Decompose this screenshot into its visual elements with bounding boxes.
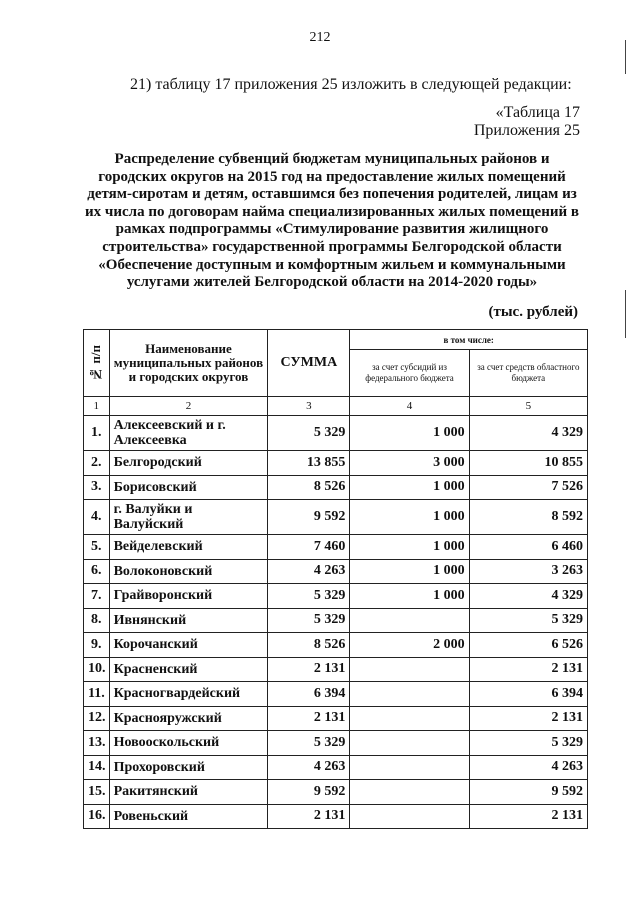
- row-number: 15.: [84, 780, 110, 805]
- district-name: Корочанский: [109, 633, 268, 658]
- district-name: Краснояружский: [109, 706, 268, 731]
- federal-value: 1 000: [350, 559, 469, 584]
- regional-value: 2 131: [469, 706, 587, 731]
- title-line: рамках подпрограммы «Стимулирование развития жилищного: [115, 221, 549, 238]
- table-row: [84, 755, 588, 780]
- title-line: их числа по договорам найма специализированных жилых помещений в: [85, 203, 579, 220]
- table-row: [84, 780, 588, 805]
- federal-value: 1 000: [350, 475, 469, 500]
- table-reference-line-2: Приложения 25: [473, 122, 580, 139]
- federal-value: 1 000: [350, 535, 469, 560]
- header-including: в том числе:: [350, 330, 588, 350]
- regional-value: 5 329: [469, 731, 587, 756]
- regional-value: 4 263: [469, 755, 587, 780]
- regional-value: 8 592: [469, 500, 587, 535]
- district-name: Прохоровский: [109, 755, 268, 780]
- table-row: [84, 633, 588, 658]
- row-number: 9.: [84, 633, 110, 658]
- row-number: 6.: [84, 559, 110, 584]
- federal-value: [350, 780, 469, 805]
- table-row: [84, 535, 588, 560]
- sum-value: 4 263: [268, 559, 350, 584]
- district-name: г. Валуйки и Валуйский: [109, 500, 268, 535]
- federal-value: [350, 682, 469, 707]
- table-row: [84, 500, 588, 535]
- sum-value: 13 855: [268, 451, 350, 476]
- scan-edge-mark: [625, 290, 626, 338]
- col-number: 2: [109, 397, 268, 416]
- table-header: [84, 330, 588, 416]
- sum-value: 5 329: [268, 584, 350, 609]
- table-row: [84, 451, 588, 476]
- sum-value: 9 592: [268, 780, 350, 805]
- sum-value: 8 526: [268, 475, 350, 500]
- regional-value: 4 329: [469, 584, 587, 609]
- district-name: Красненский: [109, 657, 268, 682]
- regional-value: 2 131: [469, 657, 587, 682]
- table-row: [84, 682, 588, 707]
- sum-value: 2 131: [268, 804, 350, 829]
- row-number: 3.: [84, 475, 110, 500]
- federal-value: 1 000: [350, 416, 469, 451]
- district-name: Ракитянский: [109, 780, 268, 805]
- table-row: [84, 657, 588, 682]
- table-reference: [474, 104, 580, 140]
- title-line: городских округов на 2015 год на предоставление жилых помещений: [98, 168, 566, 185]
- sum-value: 4 263: [268, 755, 350, 780]
- row-number: 1.: [84, 416, 110, 451]
- federal-value: [350, 706, 469, 731]
- table-row: [84, 608, 588, 633]
- header-regional: за счет средств областного бюджета: [469, 350, 587, 397]
- table-row: [84, 475, 588, 500]
- scan-edge-mark: [625, 40, 626, 74]
- regional-value: 9 592: [469, 780, 587, 805]
- district-name: Грайворонский: [109, 584, 268, 609]
- row-number: 11.: [84, 682, 110, 707]
- regional-value: 6 460: [469, 535, 587, 560]
- header-name: Наименование муниципальных районов и городских округов: [109, 330, 268, 397]
- table-row: [84, 584, 588, 609]
- header-federal: за счет субсидий из федерального бюджета: [350, 350, 469, 397]
- sum-value: 8 526: [268, 633, 350, 658]
- sum-value: 9 592: [268, 500, 350, 535]
- table-row: [84, 416, 588, 451]
- col-number: 1: [84, 397, 110, 416]
- unit-label: (тыс. рублей): [488, 304, 578, 320]
- district-name: Красногвардейский: [109, 682, 268, 707]
- row-number: 4.: [84, 500, 110, 535]
- district-name: Белгородский: [109, 451, 268, 476]
- district-name: Вейделевский: [109, 535, 268, 560]
- col-number: 3: [268, 397, 350, 416]
- row-number: 12.: [84, 706, 110, 731]
- sum-value: 5 329: [268, 608, 350, 633]
- sum-value: 5 329: [268, 416, 350, 451]
- sum-value: 5 329: [268, 731, 350, 756]
- header-sum: СУММА: [268, 330, 350, 397]
- subvention-table: [83, 329, 588, 829]
- federal-value: 3 000: [350, 451, 469, 476]
- regional-value: 4 329: [469, 416, 587, 451]
- row-number: 2.: [84, 451, 110, 476]
- regional-value: 5 329: [469, 608, 587, 633]
- intro-text: 21) таблицу 17 приложения 25 изложить в следующей редакции:: [130, 76, 572, 93]
- district-name: Новооскольский: [109, 731, 268, 756]
- sum-value: 2 131: [268, 706, 350, 731]
- row-number: 13.: [84, 731, 110, 756]
- federal-value: [350, 755, 469, 780]
- district-name: Борисовский: [109, 475, 268, 500]
- table-row: [84, 559, 588, 584]
- row-number: 10.: [84, 657, 110, 682]
- district-name: Волоконовский: [109, 559, 268, 584]
- federal-value: [350, 731, 469, 756]
- district-name: Алексеевский и г. Алексеевка: [109, 416, 268, 451]
- sum-value: 2 131: [268, 657, 350, 682]
- regional-value: 2 131: [469, 804, 587, 829]
- district-name: Ровеньский: [109, 804, 268, 829]
- row-number: 14.: [84, 755, 110, 780]
- title-line: детям-сиротам и детям, оставшимся без попечения родителей, лицам из: [87, 186, 577, 203]
- page-number: 212: [309, 30, 331, 45]
- district-name: Ивнянский: [109, 608, 268, 633]
- title-line: Распределение субвенций бюджетам муниципальных районов и: [114, 151, 550, 167]
- col-number: 5: [469, 397, 587, 416]
- federal-value: 1 000: [350, 500, 469, 535]
- sum-value: 7 460: [268, 535, 350, 560]
- regional-value: 3 263: [469, 559, 587, 584]
- federal-value: 2 000: [350, 633, 469, 658]
- title-line: строительства» государственной программы Белгородской области: [102, 238, 562, 255]
- row-number: 5.: [84, 535, 110, 560]
- title-line: услугами жителей Белгородской области на 2014-2020 годы»: [126, 274, 538, 291]
- table-row: [84, 804, 588, 829]
- regional-value: 7 526: [469, 475, 587, 500]
- regional-value: 6 394: [469, 682, 587, 707]
- row-number: 16.: [84, 804, 110, 829]
- regional-value: 6 526: [469, 633, 587, 658]
- federal-value: [350, 608, 469, 633]
- federal-value: [350, 804, 469, 829]
- table-reference-line-1: «Таблица 17: [495, 104, 580, 121]
- header-num: № п/п: [84, 330, 110, 397]
- title-line: «Обеспечение доступным и комфортным жильем и коммунальными: [98, 256, 566, 273]
- row-number: 7.: [84, 584, 110, 609]
- federal-value: 1 000: [350, 584, 469, 609]
- table-body: [84, 416, 588, 829]
- document-title: [82, 151, 582, 292]
- table-row: [84, 706, 588, 731]
- federal-value: [350, 657, 469, 682]
- sum-value: 6 394: [268, 682, 350, 707]
- table-row: [84, 731, 588, 756]
- col-number: 4: [350, 397, 469, 416]
- regional-value: 10 855: [469, 451, 587, 476]
- row-number: 8.: [84, 608, 110, 633]
